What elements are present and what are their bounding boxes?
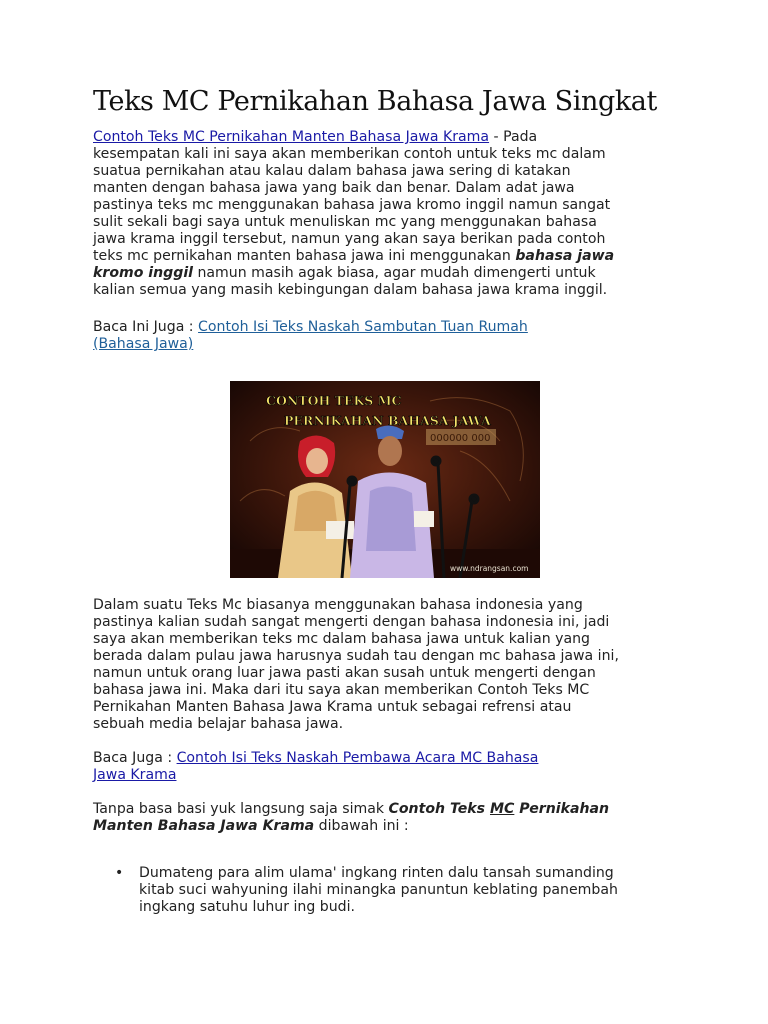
intro-emphasis: bahasa jawa <box>515 248 615 264</box>
intro-text: kalian semua yang masih kebingungan dalam bahasa jawa krama inggil. <box>93 282 608 298</box>
read-also-1 <box>93 319 683 353</box>
intro-text: kesempatan kali ini saya akan memberikan contoh untuk teks mc dalam <box>93 146 606 162</box>
photo-caption-1: CONTOH TEKS MC <box>266 393 402 408</box>
intro-text: sulit sekali bagi saya untuk menuliskan mc yang menggunakan bahasa <box>93 214 597 230</box>
intro-paragraph <box>93 129 683 299</box>
intro-text: namun masih agak biasa, agar mudah dimengerti untuk <box>193 265 596 281</box>
svg-text:000000 000: 000000 000 <box>430 433 491 444</box>
body-emphasis: Pernikahan <box>514 801 610 817</box>
body-paragraph-3 <box>93 801 683 835</box>
read-also-link-1-cont[interactable]: (Bahasa Jawa) <box>93 336 194 352</box>
body-emphasis: Manten Bahasa Jawa Krama <box>93 818 315 834</box>
page-title: Teks MC Pernikahan Bahasa Jawa Singkat <box>93 86 657 117</box>
intro-text: jawa krama inggil tersebut, namun yang akan saya berikan pada contoh <box>93 231 606 247</box>
body-emphasis: Contoh Teks <box>388 801 490 817</box>
body-text: Pernikahan Manten Bahasa Jawa Krama untuk sebagai refrensi atau <box>93 699 572 715</box>
body-text: saya akan memberikan teks mc dalam bahasa jawa untuk kalian yang <box>93 631 590 647</box>
article-photo <box>230 381 540 578</box>
list-item-text: ingkang satuhu luhur ing budi. <box>139 899 355 915</box>
body-text: berada dalam pulau jawa harusnya sudah tau dengan mc bahasa jawa ini, <box>93 648 619 664</box>
body-text: bahasa jawa ini. Maka dari itu saya akan memberikan Contoh Teks MC <box>93 682 590 698</box>
body-text: namun untuk orang luar jawa pasti akan susah untuk mengerti dengan <box>93 665 596 681</box>
mc-emphasis: MC <box>489 801 515 817</box>
body-text: pastinya kalian sudah sangat mengerti dengan bahasa indonesia ini, jadi <box>93 614 610 630</box>
bullet-icon: • <box>115 865 124 881</box>
intro-link[interactable]: Contoh Teks MC Pernikahan Manten Bahasa Jawa Krama <box>93 129 490 145</box>
photo-caption-2: PERNIKAHAN BAHASA JAWA <box>284 413 491 428</box>
photo-watermark: www.ndrangsan.com <box>450 564 529 573</box>
intro-text: teks mc pernikahan manten bahasa jawa ini menggunakan <box>93 248 516 264</box>
body-text: dibawah ini : <box>314 818 409 834</box>
body-text: Tanpa basa basi yuk langsung saja simak <box>93 801 389 817</box>
read-also-2 <box>93 750 683 784</box>
intro-emphasis: kromo inggil <box>93 265 193 281</box>
read-also-prefix: Baca Juga : <box>93 750 177 766</box>
list-item <box>93 865 683 916</box>
intro-text: pastinya teks mc menggunakan bahasa jawa kromo inggil namun sangat <box>93 197 611 213</box>
intro-text: - Pada <box>489 129 538 145</box>
read-also-prefix: Baca Ini Juga : <box>93 319 199 335</box>
verse-list <box>93 865 683 916</box>
list-item-text: Dumateng para alim ulama' ingkang rinten dalu tansah sumanding <box>139 865 614 881</box>
read-also-link-2-cont[interactable]: Jawa Krama <box>93 767 177 783</box>
body-text: sebuah media belajar bahasa jawa. <box>93 716 344 732</box>
list-item-text: kitab suci wahyuning ilahi minangka panuntun keblating panembah <box>139 882 618 898</box>
read-also-link-2[interactable]: Contoh Isi Teks Naskah Pembawa Acara MC Bahasa <box>176 750 539 766</box>
body-paragraph-2 <box>93 597 683 733</box>
read-also-link-1[interactable]: Contoh Isi Teks Naskah Sambutan Tuan Rumah <box>198 319 528 335</box>
body-text: Dalam suatu Teks Mc biasanya menggunakan bahasa indonesia yang <box>93 597 583 613</box>
intro-text: manten dengan bahasa jawa yang baik dan benar. Dalam adat jawa <box>93 180 575 196</box>
intro-text: suatua pernikahan atau kalau dalam bahasa jawa sering di katakan <box>93 163 571 179</box>
